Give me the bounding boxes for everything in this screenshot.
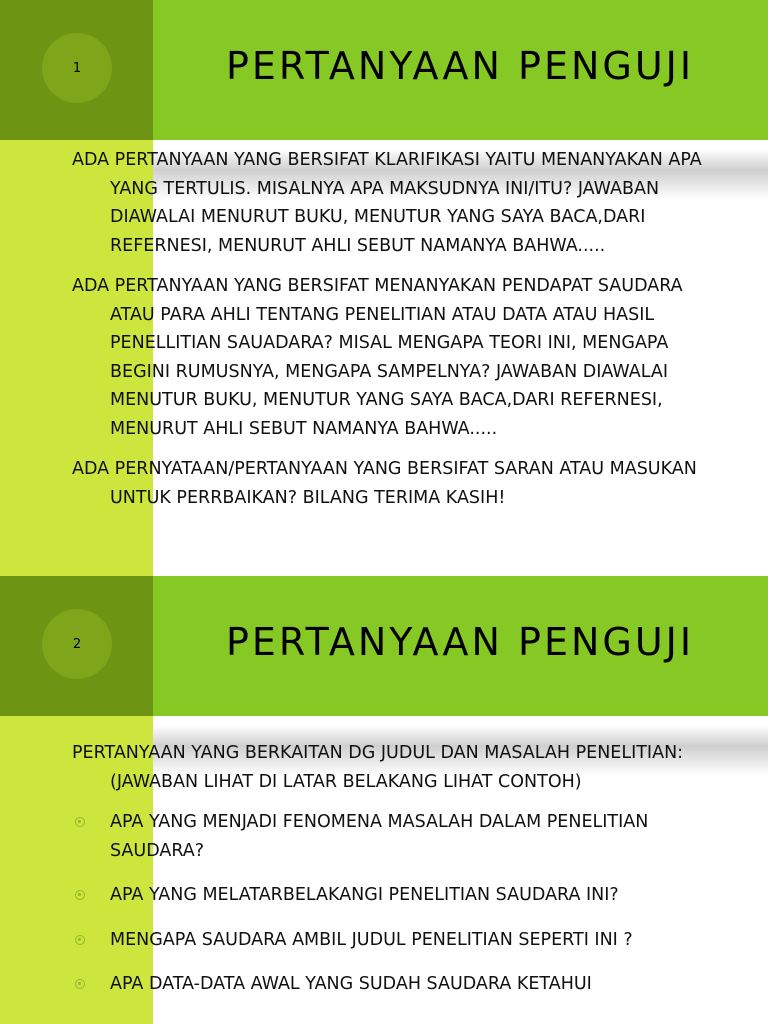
list-item [72,881,732,910]
list-item [72,970,732,999]
slide-number: 1 [72,60,82,76]
list-item-text: APA DATA-DATA AWAL YANG SUDAH SAUDARA KETAHUI [110,974,592,994]
bullet-ring-icon [75,890,85,900]
bullet-ring-icon [75,935,85,945]
slide-number-badge [42,33,112,103]
body-paragraph: ADA PERTANYAAN YANG BERSIFAT MENANYAKAN PENDAPAT SAUDARA ATAU PARA AHLI TENTANG PENELITIAN ATAU DATA ATAU HASIL PENELLITIAN SAUADARA? MISAL MENGAPA TEORI INI, MENGAPA BEGINI RUMUSNYA, MENGAPA SAMPELNYA? JAWABAN DIAWALAI MENUTUR BUKU, MENUTUR YANG SAYA BACA,DARI REFERNESI, MENURUT AHLI SEBUT NAMANYA BAHWA..... [72,276,683,439]
list-item-text: MENGAPA SAUDARA AMBIL JUDUL PENELITIAN SEPERTI INI ? [110,929,633,950]
list-item-text: APA YANG MELATARBELAKANGI PENELITIAN SAUDARA INI? [110,885,619,905]
slide-title: PERTANYAAN PENGUJI [226,44,695,88]
slide-2 [0,576,768,1024]
bullet-ring-icon [75,979,85,989]
slide-body [72,739,732,1015]
list-item [72,926,732,955]
body-paragraph: ADA PERNYATAAN/PERTANYAAN YANG BERSIFAT SARAN ATAU MASUKAN UNTUK PERRBAIKAN? BILANG TERIMA KASIH! [72,459,697,508]
slide-number: 2 [72,636,82,652]
list-item-text: APA YANG MENJADI FENOMENA MASALAH DALAM PENELITIAN SAUDARA? [110,812,649,861]
body-paragraph: PERTANYAAN YANG BERKAITAN DG JUDUL DAN MASALAH PENELITIAN: (JAWABAN LIHAT DI LATAR BELAKANG LIHAT CONTOH) [72,743,684,792]
bullet-ring-icon [75,817,85,827]
slide-title: PERTANYAAN PENGUJI [226,620,695,664]
body-paragraph: ADA PERTANYAAN YANG BERSIFAT KLARIFIKASI YAITU MENANYAKAN APA YANG TERTULIS. MISALNYA APA MAKSUDNYA INI/ITU? JAWABAN DIAWALAI MENURUT BUKU, MENUTUR YANG SAYA BACA,DARI REFERNESI, MENURUT AHLI SEBUT NAMANYA BAHWA..... [72,150,702,256]
list-item [72,808,732,865]
slide-number-badge [42,609,112,679]
slide-body [72,146,732,524]
